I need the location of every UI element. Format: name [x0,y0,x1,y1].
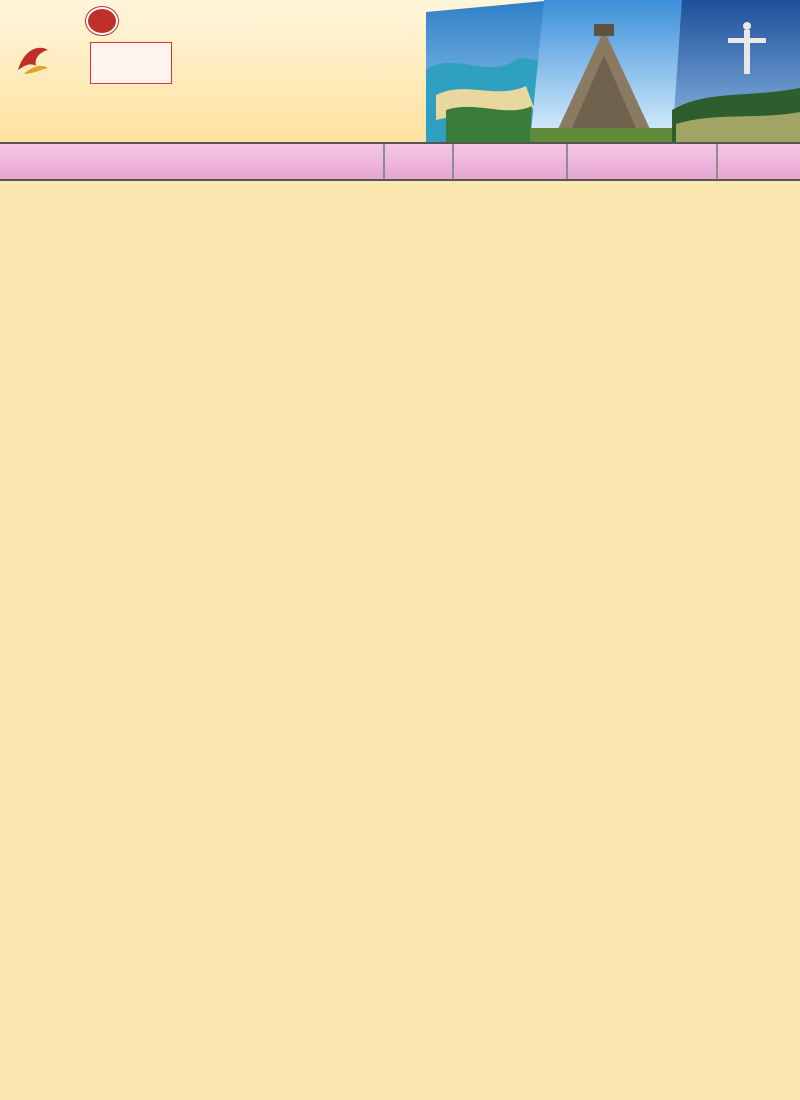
header-date [452,144,568,179]
header-market [716,144,800,179]
header-flight [383,144,454,179]
phoenix-logo-icon [14,40,90,82]
photo-pyramid [530,0,688,142]
company-logo-icon [86,7,118,35]
photo-christ-statue [672,0,800,142]
table-header [0,142,800,181]
footer [0,978,800,1100]
destination-photos [426,0,800,142]
header-route [0,144,385,179]
header [0,0,800,142]
header-price [566,144,718,179]
region-stamp [90,42,172,84]
